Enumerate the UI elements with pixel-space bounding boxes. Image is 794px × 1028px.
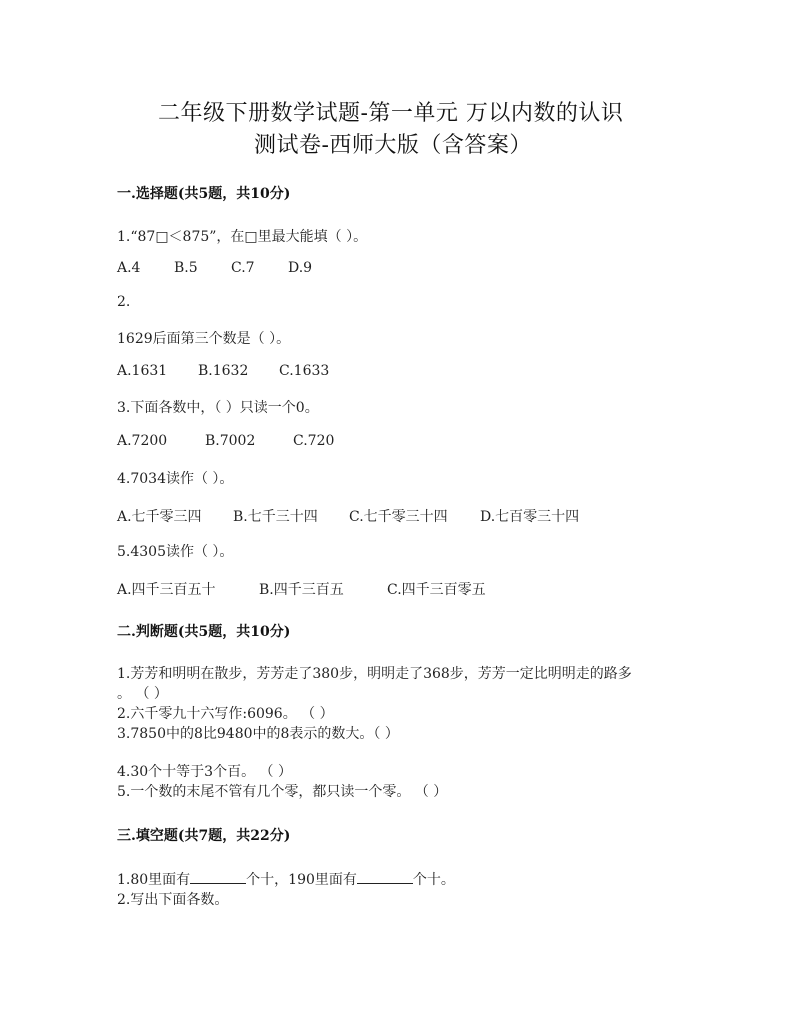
- judge-question-2: 2.六千零九十六写作:6096。 （ ）: [117, 706, 334, 722]
- option-b: B.七千三十四: [233, 509, 318, 525]
- option-c: C.7: [231, 260, 255, 276]
- page-title-line2: 测试卷-西师大版（含答案）: [254, 133, 532, 158]
- judge-question-1: 1.芳芳和明明在散步，芳芳走了380步，明明走了368步，芳芳一定比明明走的路多: [117, 666, 632, 682]
- fill-q1-part3: 个十。: [412, 872, 455, 888]
- option-c: C.1633: [279, 363, 330, 379]
- section-heading-choice: 一.选择题(共5题，共10分): [117, 186, 291, 202]
- option-c: C.七千零三十四: [349, 509, 448, 525]
- option-b: B.5: [174, 260, 198, 276]
- choice-question-2: 1629后面第三个数是（ ）。: [117, 331, 291, 347]
- section-heading-fill: 三.填空题(共7题，共22分): [117, 828, 291, 844]
- choice-question-1: 1.“87□＜875”，在□里最大能填（ ）。: [117, 229, 368, 245]
- option-a: A.1631: [117, 363, 168, 379]
- choice-options-2: [117, 363, 329, 379]
- choice-question-5: 5.4305读作（ ）。: [117, 544, 234, 560]
- fill-q1-part2: 个十，190里面有: [246, 872, 357, 888]
- option-a: A.四千三百五十: [117, 582, 216, 598]
- choice-options-1: [117, 260, 312, 276]
- choice-options-5: [117, 579, 486, 599]
- option-b: B.四千三百五: [259, 582, 344, 598]
- judge-question-4: 4.30个十等于3个百。 （ ）: [117, 764, 292, 780]
- option-a: A.七千零三四: [117, 509, 202, 525]
- choice-question-2-number: 2.: [117, 294, 131, 310]
- option-c: C.720: [293, 433, 335, 449]
- option-b: B.1632: [198, 363, 249, 379]
- option-a: A.7200: [117, 433, 168, 449]
- section-heading-judge: 二.判断题(共5题，共10分): [117, 624, 291, 640]
- answer-blank[interactable]: [357, 871, 413, 884]
- judge-question-5: 5.一个数的末尾不管有几个零，都只读一个零。 （ ）: [117, 784, 448, 800]
- fill-question-1: [117, 869, 455, 889]
- choice-question-4: 4.7034读作（ ）。: [117, 471, 234, 487]
- fill-q1-part1: 1.80里面有: [117, 872, 191, 888]
- judge-question-3: 3.7850中的8比9480中的8表示的数大。（ ）: [117, 726, 399, 742]
- page-title-line1: 二年级下册数学试题-第一单元 万以内数的认识: [158, 101, 624, 126]
- option-b: B.7002: [205, 433, 256, 449]
- choice-options-4: [117, 506, 579, 526]
- option-d: D.9: [288, 260, 313, 276]
- option-c: C.四千三百零五: [387, 582, 486, 598]
- option-d: D.七百零三十四: [480, 509, 580, 525]
- option-a: A.4: [117, 260, 141, 276]
- choice-question-3: 3.下面各数中，（ ）只读一个0。: [117, 400, 319, 416]
- fill-question-2: 2.写出下面各数。: [117, 892, 229, 908]
- judge-question-1-end: 。 （ ）: [117, 686, 168, 702]
- choice-options-3: [117, 433, 334, 449]
- answer-blank[interactable]: [190, 871, 246, 884]
